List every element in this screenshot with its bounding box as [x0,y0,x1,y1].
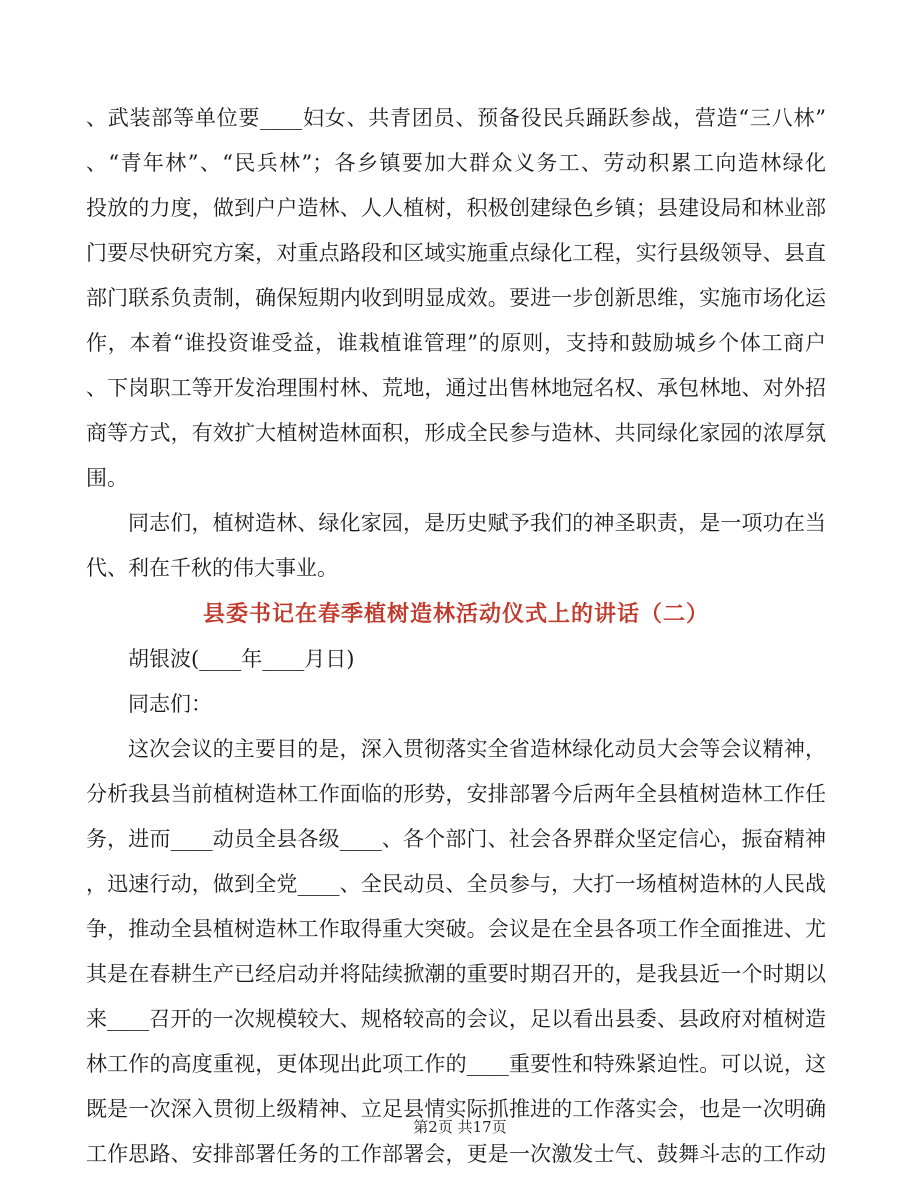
text-line: 、武装部等单位要____妇女、共青团员、预备役民兵踊跃参战，营造“三八林” [86,106,826,130]
text-line: 投放的力度，做到户户造林、人人植树，积极创建绿色乡镇；县建设局和林业部 [86,196,826,220]
text-line: 其是在春耕生产已经启动并将陆续掀潮的重要时期召开的，是我县近一个时期以 [86,962,826,986]
text-line: 商等方式，有效扩大植树造林面积，形成全民参与造林、共同绿化家园的浓厚氛 [86,421,826,445]
page-number: 第2页 共17页 [413,1118,507,1136]
salutation: 同志们： [128,692,212,716]
section-title: 县委书记在春季植树造林活动仪式上的讲话（二） [202,601,709,627]
text-line: 来____召开的一次规模较大、规格较高的会议，足以看出县委、县政府对植树造 [86,1007,826,1031]
text-line: 代、利在千秋的伟大事业。 [86,556,338,580]
text-line: 围。 [86,466,128,490]
text-line: 争，推动全县植树造林工作取得重大突破。会议是在全县各项工作全面推进、尤 [86,917,826,941]
text-line: 同志们，植树造林、绿化家园，是历史赋予我们的神圣职责，是一项功在当 [128,511,826,535]
text-line: 务，进而____动员全县各级____、各个部门、社会各界群众坚定信心，振奋精神 [86,827,826,851]
paragraph-closing [86,501,826,591]
text-line: 工作思路、安排部署任务的工作部署会，更是一次激发士气、鼓舞斗志的工作动 [86,1142,826,1166]
text-line: 既是一次深入贯彻上级精神、立足县情实际抓推进的工作落实会，也是一次明确 [86,1097,826,1121]
text-line: 作，本着“谁投资谁受益，谁栽植谁管理”的原则，支持和鼓励城乡个体工商户 [86,331,826,355]
text-line: 部门联系负责制，确保短期内收到明显成效。要进一步创新思维，实施市场化运 [86,286,826,310]
text-line: 、“青年林”、“民兵林”；各乡镇要加大群众义务工、劳动积累工向造林绿化 [86,151,826,175]
text-line: 、下岗职工等开发治理围村林、荒地，通过出售林地冠名权、承包林地、对外招 [86,376,826,400]
text-line: 门要尽快研究方案，对重点路段和区域实施重点绿化工程，实行县级领导、县直 [86,241,826,265]
text-line: 林工作的高度重视，更体现出此项工作的____重要性和特殊紧迫性。可以说，这 [86,1052,826,1076]
paragraph-continuation [86,96,826,501]
text-line: 这次会议的主要目的是，深入贯彻落实全省造林绿化动员大会等会议精神， [128,737,826,761]
document-body [86,96,826,1177]
text-line: ，迅速行动，做到全党____、全民动员、全员参与，大打一场植树造林的人民战 [86,872,826,896]
text-line: 分析我县当前植树造林工作面临的形势，安排部署今后两年全县植树造林工作任 [86,782,826,806]
paragraph-main [86,727,826,1177]
author-line: 胡银波(____年____月日) [128,647,355,671]
